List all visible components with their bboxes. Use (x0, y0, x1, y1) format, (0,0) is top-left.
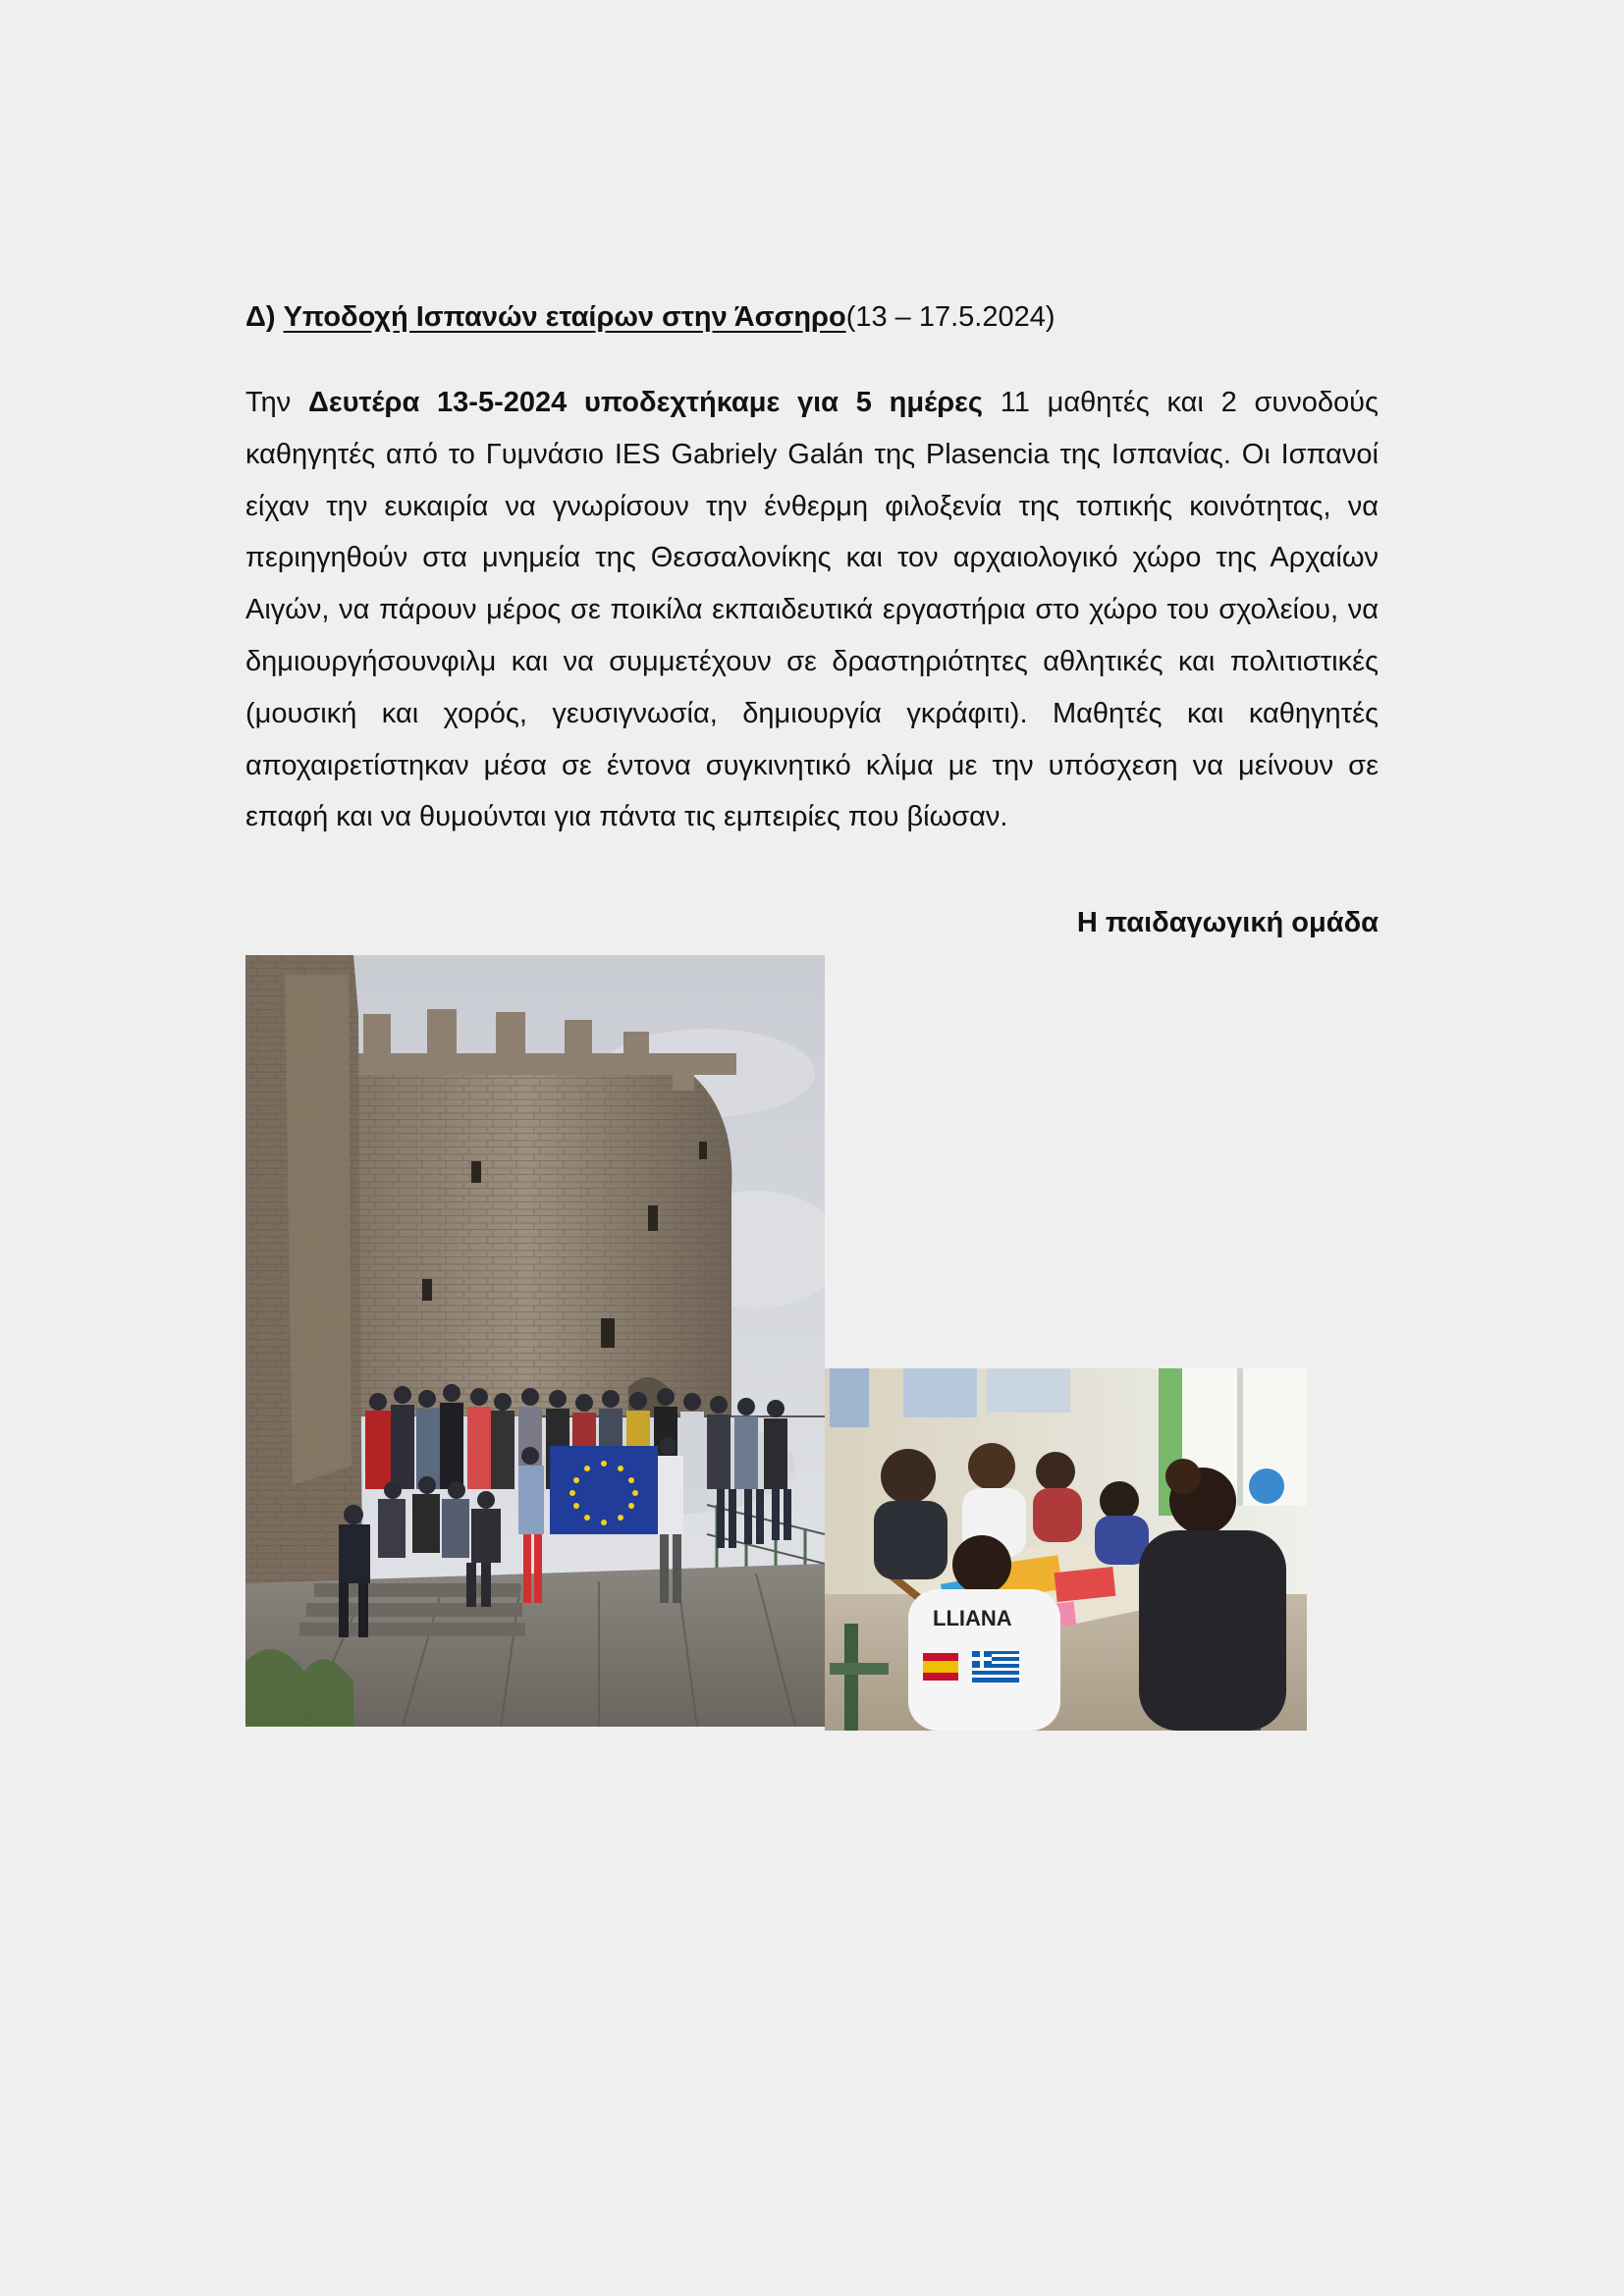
spanish-flag-icon (923, 1653, 958, 1681)
section-dates: (13 – 17.5.2024) (845, 301, 1056, 333)
tower-group-photo (245, 955, 825, 1727)
paragraph-intro: Την (245, 387, 308, 418)
paragraph-highlight: Δευτέρα 13-5-2024 υποδεχτήκαμε για 5 ημέρες (307, 387, 983, 418)
paragraph-rest: 11 μαθητές και 2 συνοδούς καθηγητές από το Γυμνάσιο IES Gabriely Galán της Plasencia της Ισπανίας. Οι Ισπανοί είχαν την ευκαιρία να γνωρίσουν την ένθερμη φιλοξενία της τοπικής κοινότητας, να περιηγηθούν στα μνημεία της Θεσσαλονίκης και τον αρχαιολογικό χώρο της Αρχαίων Αιγών, να πάρουν μέρος σε ποικίλα εκπαιδευτικά εργαστήρια στο χώρο του σχολείου, να δημιουργήσουνφιλμ και να συμμετέχουν σε δραστηριότητες αθλητικές και πολιτιστικές (μουσική και χορός, γευσιγνωσία, δημιουργία γκράφιτι). Μαθητές και καθηγητές αποχαιρετίστηκαν μέσα σε έντονα συγκινητικό κλίμα με την υπόσχεση να μείνουν σε επαφή και να θυμούνται για πάντα τις εμπειρίες που βίωσαν. (245, 387, 1379, 833)
shirt-lettering: LLIANA (933, 1606, 1012, 1630)
classroom-workshop-photo (825, 1368, 1307, 1731)
body-paragraph (245, 377, 1379, 843)
section-heading (245, 297, 1056, 337)
section-title: Υποδοχή Ισπανών εταίρων στην Άσσηρο (283, 301, 846, 333)
signature: Η παιδαγωγική ομάδα (1076, 907, 1379, 938)
greek-flag-icon (972, 1651, 1019, 1682)
section-letter: Δ) (245, 301, 276, 333)
